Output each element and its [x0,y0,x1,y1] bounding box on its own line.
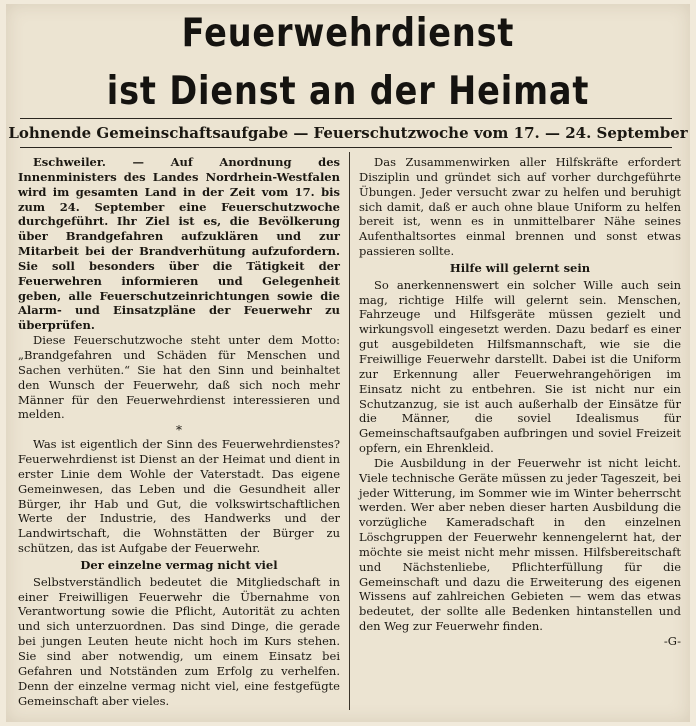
column-left [18,155,340,708]
paragraph-ausbildung: Die Ausbildung in der Feuerwehr ist nicht leicht. Viele technische Geräte müssen zu jeder Tageszeit, bei jeder Witterung, im Sommer wie im Winter beherrscht werden. Wer aber neben dieser harten Ausbildung die vorzügliche Kameradschaft in den einzelnen Löschgruppen der Feuerwehr kennengelernt hat, der möchte sie meist nicht mehr missen. Hilfsbereitschaft und Nächstenliebe, Pflichterfüllung für die Gemeinschaft und dazu die Erweiterung des eigenen Wissens auf zahlreichen Gebieten — wem das etwas bedeutet, der sollte alle Bedenken hintanstellen und den Weg zur Feuerwehr finden. [359,455,681,634]
headline-line-2: ist Dienst an der Heimat [106,69,590,114]
subtitle-hilfe: Hilfe will gelernt sein [449,260,591,275]
lead-paragraph: Eschweiler. — Auf Anordnung des Innenministers des Landes Nordrhein-Westfalen wird im gesamten Land in der Zeit vom 17. bis zum 24. September eine Feuerschutzwoche durchgeführt. Ihr Ziel ist es, die Bevölkerung über Brandgefahren aufzuklären und zur Mitarbeit bei der Brandverhütung aufzufordern. Sie soll besonders über die Tätigkeit der Feuerwehren informieren und Gelegenheit geben, alle Feuerschutzeinrichtungen sowie die Alarm- und Einsatzpläne der Feuerwehr zu überprüfen. [18,155,340,333]
paragraph-motto: Diese Feuerschutzwoche steht unter dem Motto: „Brandgefahren und Schäden für Menschen und Sachen verhüten.“ Sie hat den Sinn und beinhaltet den Wunsch der Feuerwehr, daß sich noch mehr Männer für den Feuerwehrdienst interessieren und melden. [18,333,340,422]
paragraph-zusammenwirken: Das Zusammenwirken aller Hilfskräfte erfordert Disziplin und gründet sich auf vorher durchgeführte Übungen. Jeder versucht zwar zu helfen und beruhigt sich damit, daß er auch ohne blaue Uniform zu helfen bereit ist, wenn es in unmittelbarer Nähe seines Aufenthaltsortes einmal brennen und sonst etwas passieren sollte. [359,155,681,259]
column-right [359,155,681,649]
column-divider [349,152,350,710]
paragraph-selbstverstaendlich: Selbstverständlich bedeutet die Mitgliedschaft in einer Freiwilligen Feuerwehr die Übernahme von Verantwortung sowie die Pflicht, Autorität zu achten und sich unterzuordnen. Das sind Dinge, die gerade bei jungen Leuten heute nicht hoch im Kurs stehen. Sie sind aber notwendig, um einem Einsatz bei Gefahren und Notständen zum Erfolg zu verhelfen. Denn der einzelne vermag nicht viel, eine festgefügte Gemeinschaft aber vieles. [18,574,340,708]
headline-line-1: Feuerwehrdienst [181,11,515,56]
subheadline: Lohnende Gemeinschaftsaufgabe — Feuerschutzwoche vom 17. — 24. September [8,124,688,142]
paragraph-sinn: Was ist eigentlich der Sinn des Feuerwehrdienstes? Feuerwehrdienst ist Dienst an der Heimat und dient in erster Linie dem Wohle der Vaterstadt. Das eigene Gemeinwesen, das Leben und die Gesundheit aller Bürger, ihr Hab und Gut, die volkswirtschaftlichen Werte der Industrie, des Handwerks und der Landwirtschaft, die Wohnstätten der Bürger zu schützen, das ist Aufgabe der Feuerwehr. [18,437,340,556]
top-rule [20,118,672,119]
section-separator: * [176,423,182,438]
paragraph-hilfe: So anerkennenswert ein solcher Wille auch sein mag, richtige Hilfe will gelernt sein. Menschen, Fahrzeuge und Hilfsgeräte müssen gezielt und wirkungsvoll eingesetzt werden. Dazu bedarf es einer gut ausgebildeten Hilfsmannschaft, wie sie die Freiwillige Feuerwehr darstellt. Dabei ist die Uniform zur Erkennung aller Feuerwehrangehörigen im Einsatz nicht zu entbehren. Sie ist nicht nur ein Schutzanzug, sie ist auch außerhalb der Einsätze für die Männer, die soviel Idealismus für Gemeinschaftsaufgaben aufbringen und soviel Freizeit opfern, ein Ehrenkleid. [359,277,681,456]
subtitle-einzelne: Der einzelne vermag nicht viel [80,557,278,572]
author-signature: -G- [663,634,681,648]
subhead-rule [20,147,672,148]
